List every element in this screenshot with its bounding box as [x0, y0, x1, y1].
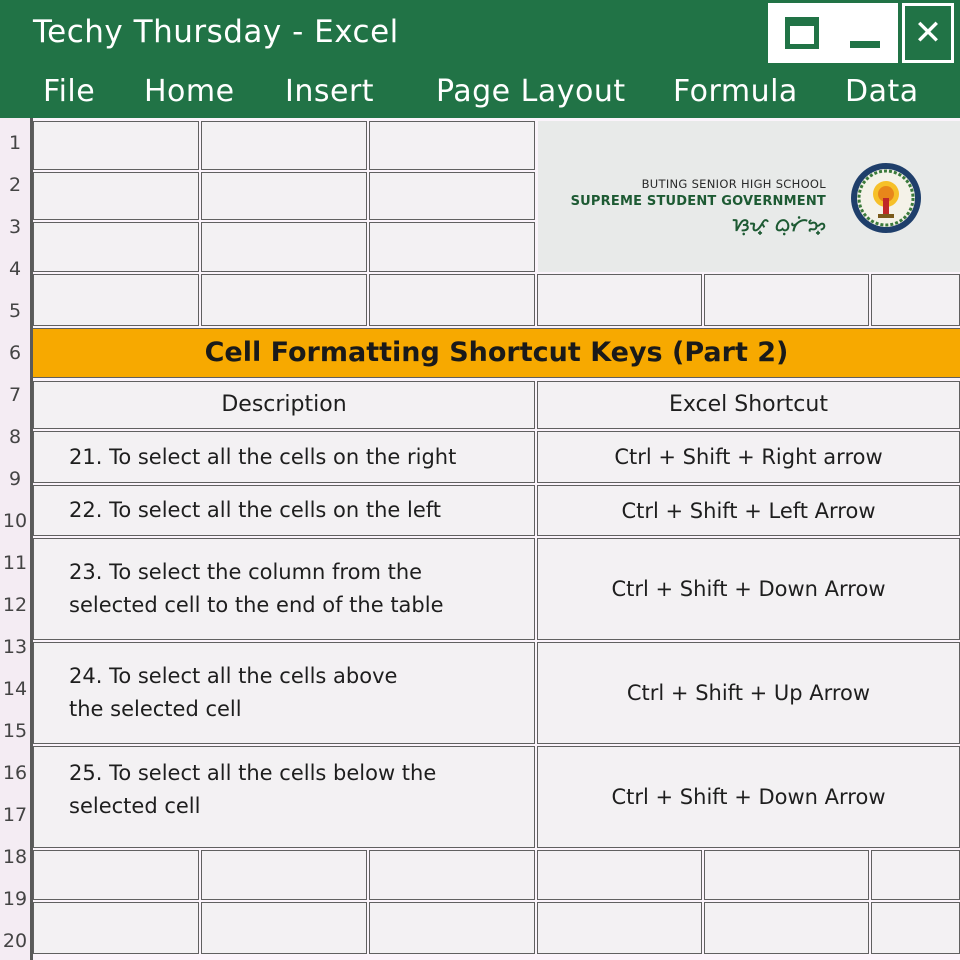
shortcut-cell[interactable]: Ctrl + Shift + Up Arrow	[537, 642, 960, 744]
empty-cell[interactable]	[33, 121, 199, 170]
empty-cell[interactable]	[201, 121, 367, 170]
sheet-title-banner[interactable]	[33, 328, 960, 378]
row-number[interactable]: 18	[2, 846, 28, 868]
empty-cell[interactable]	[369, 172, 535, 220]
row-number[interactable]: 20	[2, 930, 28, 952]
description-line: 24. To select all the cells above	[69, 664, 398, 688]
row-number[interactable]: 14	[2, 678, 28, 700]
header-description[interactable]: Description	[33, 381, 535, 429]
menu-formula[interactable]: Formula	[673, 74, 798, 109]
description-line: the selected cell	[69, 697, 242, 721]
row-number[interactable]: 3	[8, 216, 22, 238]
menu-home[interactable]: Home	[144, 74, 235, 109]
minimize-button[interactable]	[842, 3, 898, 63]
row-number[interactable]: 1	[8, 132, 22, 154]
empty-cell[interactable]	[871, 850, 960, 900]
row-number[interactable]: 6	[8, 342, 22, 364]
menu-page-layout[interactable]: Page Layout	[436, 74, 626, 109]
minimize-icon	[850, 41, 880, 48]
empty-cell[interactable]	[33, 274, 199, 326]
restore-icon	[785, 17, 819, 49]
menu-data[interactable]: Data	[845, 74, 919, 109]
row-number[interactable]: 5	[8, 300, 22, 322]
empty-cell[interactable]	[201, 222, 367, 272]
row-number[interactable]: 16	[2, 762, 28, 784]
title-bar	[0, 0, 960, 66]
empty-cell[interactable]	[201, 850, 367, 900]
row-number-gutter	[0, 118, 33, 960]
restore-button[interactable]	[768, 3, 842, 63]
empty-cell[interactable]	[704, 902, 869, 954]
empty-cell[interactable]	[369, 902, 535, 954]
empty-cell[interactable]	[33, 222, 199, 272]
empty-cell[interactable]	[33, 850, 199, 900]
empty-cell[interactable]	[33, 902, 199, 954]
menu-file[interactable]: File	[43, 74, 96, 109]
description-cell[interactable]	[33, 642, 535, 744]
description-cell[interactable]	[33, 485, 535, 536]
empty-cell[interactable]	[537, 274, 702, 326]
empty-cell[interactable]	[871, 902, 960, 954]
empty-cell[interactable]	[704, 850, 869, 900]
window-title: Techy Thursday - Excel	[33, 14, 399, 50]
row-number[interactable]: 9	[8, 468, 22, 490]
description-line: 23. To select the column from the	[69, 560, 423, 584]
description-cell[interactable]	[33, 431, 535, 483]
school-logo-block	[538, 121, 960, 272]
row-number[interactable]: 10	[2, 510, 28, 532]
row-number[interactable]: 4	[8, 258, 22, 280]
school-name: BUTING SENIOR HIGH SCHOOL	[641, 177, 826, 191]
row-number[interactable]: 19	[2, 888, 28, 910]
organization-name: SUPREME STUDENT GOVERNMENT	[570, 194, 826, 209]
ribbon-menu	[0, 66, 960, 118]
school-seal-icon	[850, 162, 922, 234]
description-cell[interactable]	[33, 538, 535, 640]
description-line: selected cell to the end of the table	[69, 593, 444, 617]
row-number[interactable]: 17	[2, 804, 28, 826]
empty-cell[interactable]	[201, 902, 367, 954]
row-number[interactable]: 7	[8, 384, 22, 406]
description-line: selected cell	[69, 794, 201, 818]
shortcut-cell[interactable]: Ctrl + Shift + Down Arrow	[537, 538, 960, 640]
shortcut-cell[interactable]: Ctrl + Shift + Left Arrow	[537, 485, 960, 536]
row-number[interactable]: 15	[2, 720, 28, 742]
empty-cell[interactable]	[369, 222, 535, 272]
empty-cell[interactable]	[537, 850, 702, 900]
description-line: 25. To select all the cells below the	[69, 761, 437, 785]
empty-cell[interactable]	[201, 172, 367, 220]
row-number[interactable]: 11	[2, 552, 28, 574]
close-icon: ✕	[913, 13, 943, 53]
empty-cell[interactable]	[704, 274, 869, 326]
empty-cell[interactable]	[537, 902, 702, 954]
row-number[interactable]: 12	[2, 594, 28, 616]
empty-cell[interactable]	[871, 274, 960, 326]
empty-cell[interactable]	[369, 274, 535, 326]
baybayin-script: ᜐᜓᜉ᜔ ᜊᜓᜆᜒᜅ᜔	[732, 215, 826, 236]
empty-cell[interactable]	[33, 172, 199, 220]
description-line: 21. To select all the cells on the right	[69, 444, 457, 469]
description-line: 22. To select all the cells on the left	[69, 498, 442, 522]
close-button[interactable]	[902, 3, 954, 63]
shortcut-cell[interactable]: Ctrl + Shift + Down Arrow	[537, 746, 960, 848]
row-number[interactable]: 13	[2, 636, 28, 658]
menu-insert[interactable]: Insert	[285, 74, 375, 109]
description-cell[interactable]	[33, 746, 535, 848]
empty-cell[interactable]	[369, 121, 535, 170]
sheet-title: Cell Formatting Shortcut Keys (Part 2)	[204, 337, 789, 368]
row-number[interactable]: 2	[8, 174, 22, 196]
empty-cell[interactable]	[201, 274, 367, 326]
shortcut-cell[interactable]: Ctrl + Shift + Right arrow	[537, 431, 960, 483]
row-number[interactable]: 8	[8, 426, 22, 448]
empty-cell[interactable]	[369, 850, 535, 900]
header-shortcut[interactable]: Excel Shortcut	[537, 381, 960, 429]
